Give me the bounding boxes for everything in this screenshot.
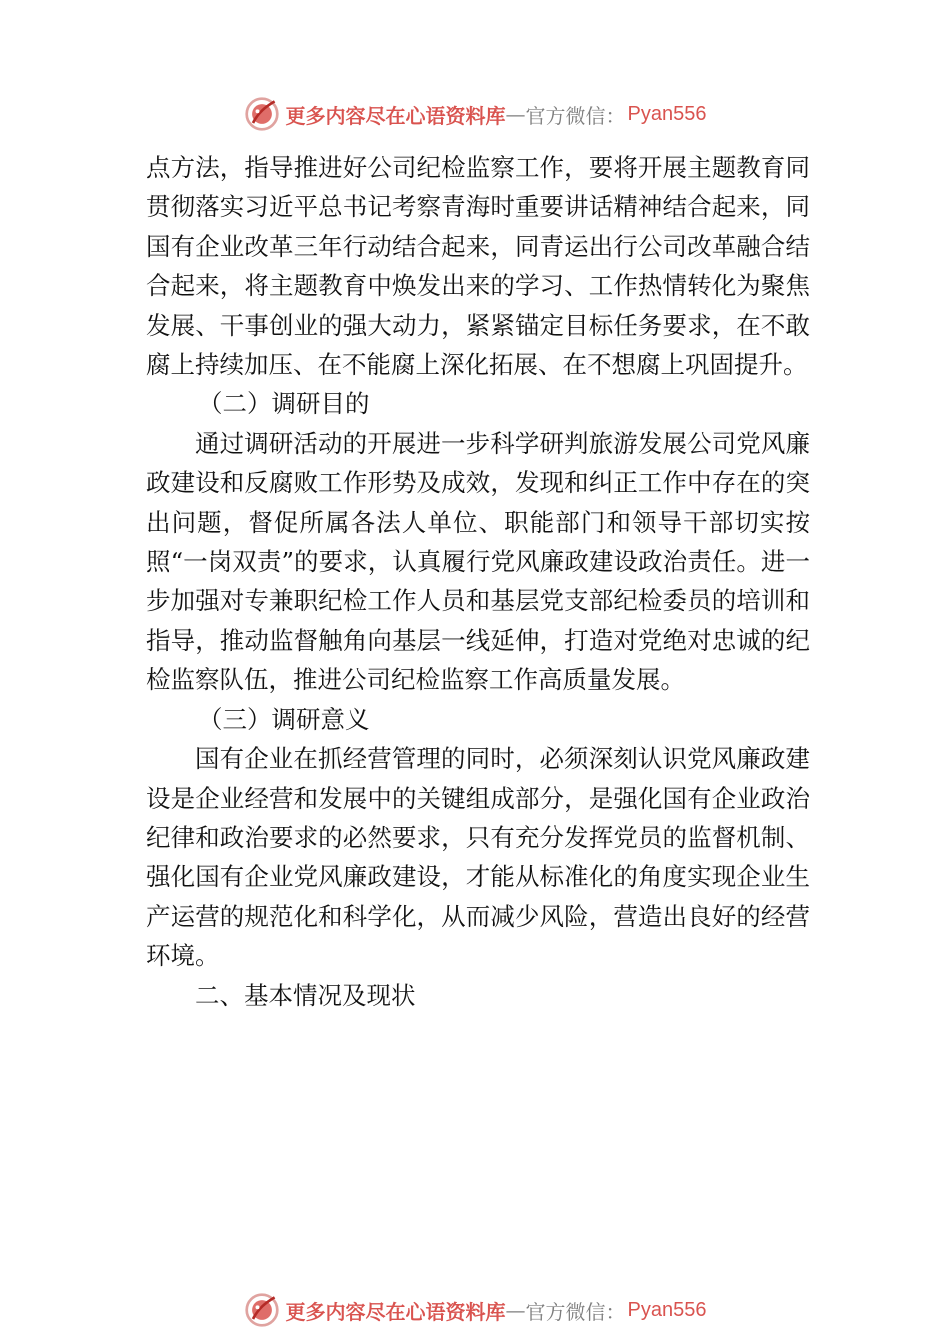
footer-banner-wechat-id: Pyan556 <box>627 1298 707 1321</box>
banner-wechat-id: Pyan556 <box>627 102 707 125</box>
header-banner <box>0 94 950 134</box>
section-heading-basic-situation: 二、基本情况及现状 <box>195 980 416 1010</box>
footer-banner-title: 更多内容尽在心语资料库 <box>285 1299 506 1324</box>
footer-banner <box>0 1290 950 1330</box>
footer-banner-wechat-label: 官方微信： <box>525 1299 626 1324</box>
logo-icon <box>244 1292 280 1328</box>
subheading-research-significance: （三）调研意义 <box>198 704 370 734</box>
paragraph-continuation: 点方法，指导推进好公司纪检监察工作，要将开展主题教育同贯彻落实习近平总书记考察青海时重要讲话精神结合起来，同国有企业改革三年行动结合起来，同青运出行公司改革融合结合起来，将主题教育中焕发出来的学习、工作热情转化为聚焦发展、干事创业的强大动力，紧紧锚定目标任务要求，在不敢腐上持续加压、在不能腐上深化拓展、在不想腐上巩固提升。 <box>146 153 810 380</box>
paragraph-research-purpose: 通过调研活动的开展进一步科学研判旅游发展公司党风廉政建设和反腐败工作形势及成效，发现和纠正工作中存在的突出问题，督促所属各法人单位、职能部门和领导干部切实按照“一岗双责”的要求，认真履行党风廉政建设政治责任。进一步加强对专兼职纪检工作人员和基层党支部纪检委员的培训和指导，推动监督触角向基层一线延伸，打造对党绝对忠诚的纪检监察队伍，推进公司纪检监察工作高质量发展。 <box>146 428 810 695</box>
footer-banner-separator: — <box>505 1298 526 1322</box>
banner-separator: — <box>505 102 526 126</box>
paragraph-research-significance: 国有企业在抓经营管理的同时，必须深刻认识党风廉政建设是企业经营和发展中的关键组成部分，是强化国有企业政治纪律和政治要求的必然要求，只有充分发挥党员的监督机制、强化国有企业党风廉政建设，才能从标准化的角度实现企业生产运营的规范化和科学化，从而减少风险，营造出良好的经营环境。 <box>146 744 810 971</box>
logo-icon <box>244 96 280 132</box>
banner-title: 更多内容尽在心语资料库 <box>285 103 506 128</box>
subheading-research-purpose: （二）调研目的 <box>198 389 370 419</box>
banner-wechat-label: 官方微信： <box>525 103 626 128</box>
document-body <box>146 148 810 1015</box>
